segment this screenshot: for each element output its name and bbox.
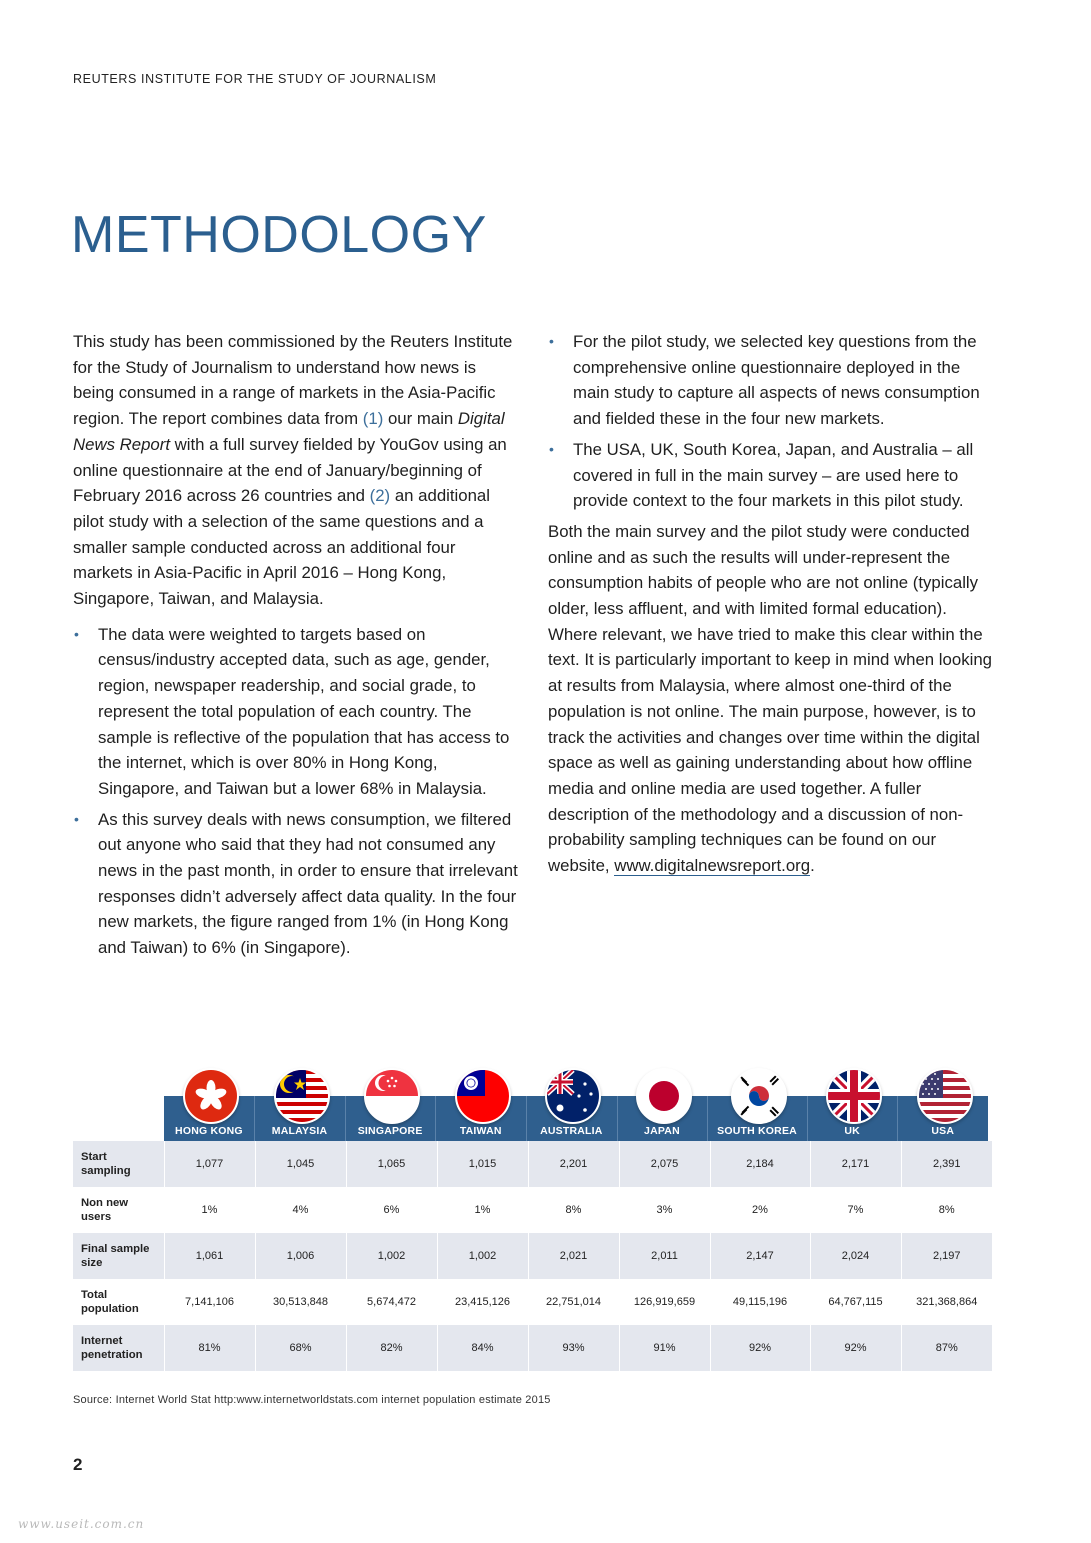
- table-cell: 49,115,196: [710, 1279, 810, 1325]
- left-column: [73, 329, 518, 966]
- taiwan-flag-icon: [455, 1068, 511, 1124]
- singapore-flag-icon: [364, 1068, 420, 1124]
- australia-flag-icon: [545, 1068, 601, 1124]
- row-label-line: Start: [81, 1151, 107, 1163]
- country-column-usa: [897, 1066, 988, 1141]
- bullet-text: The data were weighted to targets based on census/industry accepted data, such as age, gender, region, newspaper readership, and social grade, to represent the total population of each country. The sample is reflective of the population that has access to the internet, which is over 80% in Hong Kong, Singapore, and Taiwan but a lower 68% in Malaysia.: [98, 624, 510, 798]
- japan-flag-icon: [636, 1068, 692, 1124]
- bullet-item: [73, 622, 518, 802]
- row-label-line: Total: [81, 1289, 108, 1301]
- table-cell: 321,368,864: [901, 1279, 992, 1325]
- table-cell: 2,197: [901, 1233, 992, 1279]
- table-cell: 93%: [528, 1325, 619, 1371]
- table-cell: 1%: [164, 1187, 255, 1233]
- table-cell: 7,141,106: [164, 1279, 255, 1325]
- table-cell: 68%: [255, 1325, 346, 1371]
- page-title: METHODOLOGY: [71, 206, 487, 264]
- country-name: JAPAN: [644, 1125, 680, 1137]
- table-cell: 92%: [810, 1325, 901, 1371]
- header-spacer: [73, 1066, 164, 1141]
- table-cell: 6%: [346, 1187, 437, 1233]
- table-row: [73, 1233, 992, 1279]
- country-name: UK: [844, 1125, 860, 1137]
- bullet-dot-icon: •: [549, 440, 554, 457]
- table-cell: 22,751,014: [528, 1279, 619, 1325]
- table-row: [73, 1187, 992, 1233]
- country-name: MALAYSIA: [271, 1125, 328, 1137]
- page-number: 2: [73, 1455, 83, 1474]
- malaysia-flag-icon: [274, 1068, 330, 1124]
- marker-2: (2): [369, 486, 391, 506]
- table-cell: 2,021: [528, 1233, 619, 1279]
- country-column-hong-kong: [164, 1066, 255, 1141]
- bullet-dot-icon: •: [74, 810, 79, 827]
- country-name: TAIWAN: [459, 1125, 502, 1137]
- row-label-line: population: [81, 1303, 139, 1315]
- uk-flag-icon: [826, 1068, 882, 1124]
- row-label-line: Internet: [81, 1335, 123, 1347]
- hong-kong-flag-icon: [183, 1068, 239, 1124]
- country-name: SINGAPORE: [357, 1125, 423, 1137]
- running-head: REUTERS INSTITUTE FOR THE STUDY OF JOURNALISM: [73, 72, 437, 86]
- table-cell: 1,077: [164, 1141, 255, 1187]
- table-cell: 1,002: [437, 1233, 528, 1279]
- country-column-australia: [526, 1066, 617, 1141]
- table-cell: 2,184: [710, 1141, 810, 1187]
- table-cell: 8%: [528, 1187, 619, 1233]
- table-cell: 2,391: [901, 1141, 992, 1187]
- table-cell: 81%: [164, 1325, 255, 1371]
- row-label-line: Non new: [81, 1197, 129, 1209]
- source-note: Source: Internet World Stat http:www.internetworldstats.com internet population estimate 2015: [73, 1394, 551, 1406]
- table-cell: 4%: [255, 1187, 346, 1233]
- table-cell: 3%: [619, 1187, 710, 1233]
- south-korea-flag-icon: [731, 1068, 787, 1124]
- row-label: [73, 1233, 164, 1279]
- table-cell: 1,002: [346, 1233, 437, 1279]
- table-cell: 64,767,115: [810, 1279, 901, 1325]
- row-label-line: sampling: [81, 1165, 131, 1177]
- country-name: SOUTH KOREA: [717, 1125, 797, 1137]
- table-cell: 2,171: [810, 1141, 901, 1187]
- bullet-item: [548, 329, 993, 432]
- table-cell: 2,147: [710, 1233, 810, 1279]
- usa-flag-icon: [917, 1068, 973, 1124]
- country-column-japan: [617, 1066, 708, 1141]
- intro-text: with a full survey fielded by YouGov using an online questionnaire at the end of January/beginning of February 2016 across 26 countries and: [73, 434, 507, 506]
- table-row: [73, 1279, 992, 1325]
- table-row: [73, 1141, 992, 1187]
- sample-table: [73, 1066, 988, 1371]
- country-name: USA: [931, 1125, 955, 1137]
- country-column-uk: [807, 1066, 898, 1141]
- bullet-text: The USA, UK, South Korea, Japan, and Australia – all covered in full in the main survey – are used here to provide context to the four markets in this pilot study.: [573, 439, 974, 511]
- table-cell: 2,024: [810, 1233, 901, 1279]
- table-cell: 23,415,126: [437, 1279, 528, 1325]
- row-label: [73, 1141, 164, 1187]
- table-cell: 91%: [619, 1325, 710, 1371]
- website-link[interactable]: www.digitalnewsreport.org: [614, 856, 811, 876]
- row-label: [73, 1325, 164, 1371]
- watermark: www.useit.com.cn: [18, 1517, 145, 1531]
- table-cell: 5,674,472: [346, 1279, 437, 1325]
- row-label-line: size: [81, 1257, 103, 1269]
- table-cell: 1,061: [164, 1233, 255, 1279]
- table-cell: 82%: [346, 1325, 437, 1371]
- bullet-item: [73, 807, 518, 961]
- table-cell: 92%: [710, 1325, 810, 1371]
- row-label-line: penetration: [81, 1349, 143, 1361]
- country-name: AUSTRALIA: [540, 1125, 603, 1137]
- country-name: HONG KONG: [175, 1125, 243, 1137]
- table-cell: 8%: [901, 1187, 992, 1233]
- row-label-line: users: [81, 1211, 112, 1223]
- table-row: [73, 1325, 992, 1371]
- table-cell: 1%: [437, 1187, 528, 1233]
- bullet-dot-icon: •: [74, 625, 79, 642]
- table-cell: 2,201: [528, 1141, 619, 1187]
- table-cell: 2,075: [619, 1141, 710, 1187]
- marker-1: (1): [362, 409, 384, 429]
- table-cell: 87%: [901, 1325, 992, 1371]
- intro-text: our main: [383, 409, 458, 429]
- table-cell: 1,045: [255, 1141, 346, 1187]
- bullet-item: [548, 437, 993, 514]
- table-cell: 1,015: [437, 1141, 528, 1187]
- data-table: [73, 1141, 992, 1371]
- row-label: [73, 1187, 164, 1233]
- report-name: Digital News Report: [73, 409, 505, 454]
- row-label: [73, 1279, 164, 1325]
- intro-text: This study has been commissioned by the Reuters Institute for the Study of Journalism to understand how news is being consumed in a range of markets in the Asia-Pacific region. The report combines data from: [73, 332, 513, 429]
- table-cell: 84%: [437, 1325, 528, 1371]
- right-column: [548, 329, 993, 879]
- country-column-taiwan: [435, 1066, 526, 1141]
- table-cell: 126,919,659: [619, 1279, 710, 1325]
- methodology-paragraph: [548, 519, 993, 879]
- intro-paragraph: [73, 329, 518, 612]
- table-cell: 1,065: [346, 1141, 437, 1187]
- paragraph-end: .: [810, 856, 815, 876]
- row-label-line: Final sample: [81, 1243, 150, 1255]
- right-bullet-list: [548, 329, 993, 514]
- country-column-singapore: [345, 1066, 436, 1141]
- paragraph-text: Both the main survey and the pilot study were conducted online and as such the results will under-represent the consumption habits of people who are not online (typically older, less affluent, and with limited formal education). Where relevant, we have tried to make this clear within the text. It is particularly important to keep in mind when looking at results from Malaysia, where almost one-third of the population is not online. The main purpose, however, is to track the activities and changes over time within the digital space as well as gaining understanding about how offline media and online media are used together. A fuller description of the methodology and a discussion of non-probability sampling techniques can be found on our website,: [548, 521, 992, 876]
- table-cell: 2%: [710, 1187, 810, 1233]
- table-header-row: [73, 1066, 988, 1141]
- country-column-malaysia: [254, 1066, 345, 1141]
- left-bullet-list: [73, 622, 518, 961]
- bullet-text: As this survey deals with news consumption, we filtered out anyone who said that they had not consumed any news in the past month, in order to ensure that irrelevant responses didn’t adversely affect data quality. In the four new markets, the figure ranged from 1% (in Hong Kong and Taiwan) to 6% (in Singapore).: [98, 809, 518, 958]
- intro-text: an additional pilot study with a selection of the same questions and a smaller sample conducted across an additional four markets in Asia-Pacific in April 2016 – Hong Kong, Singapore, Taiwan, and Malaysia.: [73, 486, 490, 609]
- bullet-text: For the pilot study, we selected key questions from the comprehensive online questionnaire deployed in the main study to capture all aspects of news consumption and fielded these in the four new markets.: [573, 332, 980, 429]
- table-cell: 30,513,848: [255, 1279, 346, 1325]
- table-cell: 1,006: [255, 1233, 346, 1279]
- table-cell: 2,011: [619, 1233, 710, 1279]
- bullet-dot-icon: •: [549, 333, 554, 349]
- table-cell: 7%: [810, 1187, 901, 1233]
- country-column-south-korea: [707, 1066, 807, 1141]
